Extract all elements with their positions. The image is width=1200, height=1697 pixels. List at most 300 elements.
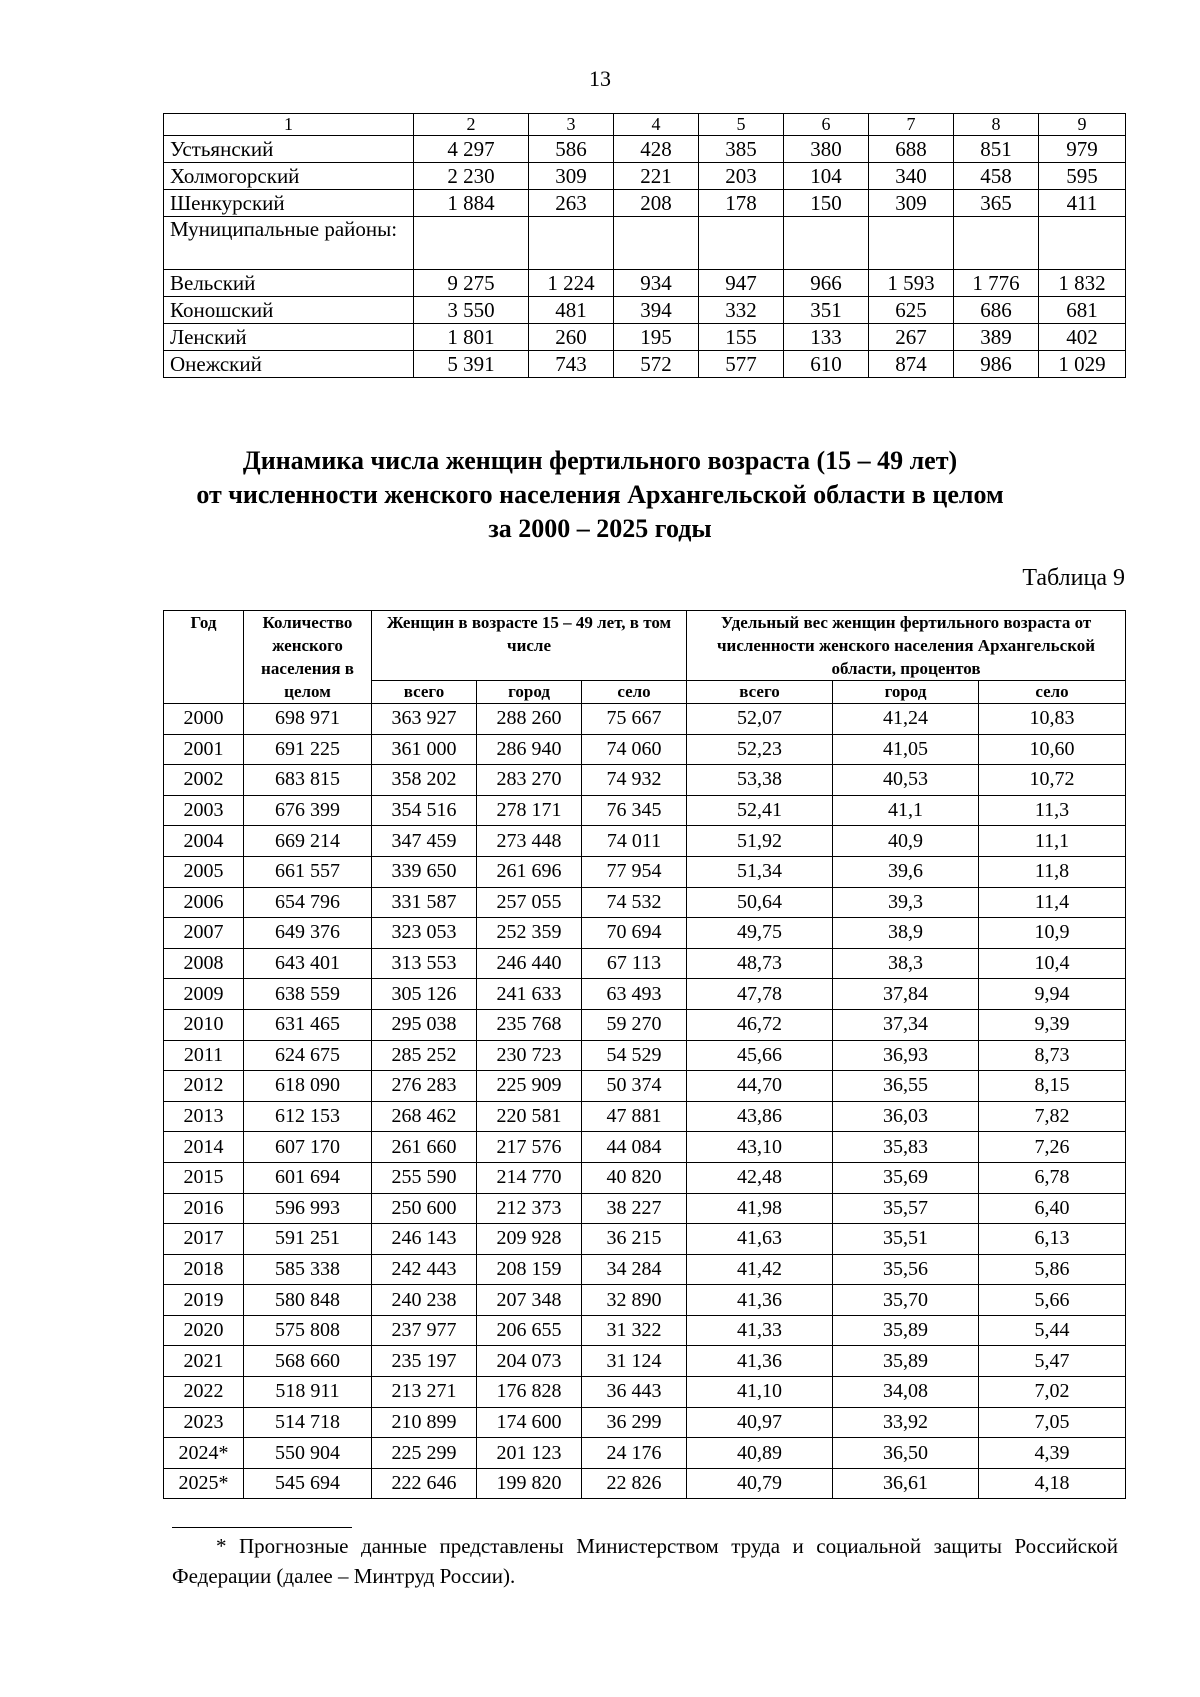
column-number-row: [164, 114, 1126, 136]
women-city-cell: 199 820: [477, 1468, 582, 1499]
district-value: 688: [869, 136, 954, 163]
share-village-cell: 5,47: [979, 1346, 1126, 1377]
district-name: Ленский: [164, 324, 414, 351]
district-value: 947: [699, 270, 784, 297]
district-name: Устьянский: [164, 136, 414, 163]
column-number: 2: [414, 114, 529, 136]
total-female-cell: 676 399: [244, 795, 372, 826]
district-value: [784, 217, 869, 270]
share-city-cell: 37,34: [833, 1009, 979, 1040]
share-total-cell: 43,10: [687, 1132, 833, 1163]
share-total-cell: 52,41: [687, 795, 833, 826]
share-total-cell: 40,79: [687, 1468, 833, 1499]
year-cell: 2013: [164, 1101, 244, 1132]
year-cell: 2006: [164, 887, 244, 918]
share-village-cell: 6,78: [979, 1162, 1126, 1193]
district-value: 411: [1039, 190, 1126, 217]
share-city-cell: 37,84: [833, 979, 979, 1010]
share-total-cell: 41,63: [687, 1224, 833, 1255]
women-city-cell: 246 440: [477, 948, 582, 979]
women-total-cell: 237 977: [372, 1315, 477, 1346]
fertile-women-table: [163, 610, 1126, 1499]
district-value: 1 884: [414, 190, 529, 217]
women-total-cell: 331 587: [372, 887, 477, 918]
share-total-cell: 52,23: [687, 734, 833, 765]
district-value: 155: [699, 324, 784, 351]
district-value: 178: [699, 190, 784, 217]
year-row: [164, 1346, 1126, 1377]
footnote-divider: [172, 1527, 352, 1528]
year-cell: 2000: [164, 704, 244, 735]
year-cell: 2014: [164, 1132, 244, 1163]
year-row: [164, 1254, 1126, 1285]
year-cell: 2001: [164, 734, 244, 765]
women-city-cell: 288 260: [477, 704, 582, 735]
district-name: Муниципальные районы:: [164, 217, 414, 270]
year-cell: 2003: [164, 795, 244, 826]
year-row: [164, 856, 1126, 887]
women-city-cell: 230 723: [477, 1040, 582, 1071]
women-total-cell: 323 053: [372, 918, 477, 949]
share-city-cell: 39,3: [833, 887, 979, 918]
year-row: [164, 948, 1126, 979]
district-name: Холмогорский: [164, 163, 414, 190]
table-label: Таблица 9: [1022, 565, 1125, 591]
district-value: 365: [954, 190, 1039, 217]
year-cell: 2022: [164, 1377, 244, 1408]
district-value: 394: [614, 297, 699, 324]
total-female-cell: 643 401: [244, 948, 372, 979]
district-value: [1039, 217, 1126, 270]
year-row: [164, 765, 1126, 796]
women-total-cell: 222 646: [372, 1468, 477, 1499]
women-city-cell: 241 633: [477, 979, 582, 1010]
share-village-cell: 5,44: [979, 1315, 1126, 1346]
footnote: * Прогнозные данные представлены Министерством труда и социальной защиты Российской Федерации (далее – Минтруд России).: [172, 1534, 1118, 1588]
page-number: 13: [589, 66, 611, 91]
women-city-cell: 209 928: [477, 1224, 582, 1255]
share-city-cell: 36,03: [833, 1101, 979, 1132]
district-value: 979: [1039, 136, 1126, 163]
women-city-cell: 261 696: [477, 856, 582, 887]
share-city-cell: 35,69: [833, 1162, 979, 1193]
share-total-cell: 40,97: [687, 1407, 833, 1438]
women-total-cell: 339 650: [372, 856, 477, 887]
district-value: [529, 217, 614, 270]
year-cell: 2011: [164, 1040, 244, 1071]
year-row: [164, 918, 1126, 949]
total-female-cell: 545 694: [244, 1468, 372, 1499]
women-city-cell: 252 359: [477, 918, 582, 949]
district-name: Коношский: [164, 297, 414, 324]
district-value: 1 029: [1039, 351, 1126, 378]
share-village-cell: 6,13: [979, 1224, 1126, 1255]
women-total-cell: 261 660: [372, 1132, 477, 1163]
women-total-cell: 210 899: [372, 1407, 477, 1438]
district-value: 986: [954, 351, 1039, 378]
header-total-female: Количество женского населения в целом: [244, 611, 372, 704]
share-city-cell: 35,89: [833, 1346, 979, 1377]
share-total-cell: 52,07: [687, 704, 833, 735]
share-total-cell: 50,64: [687, 887, 833, 918]
header-women-total: всего: [372, 681, 477, 704]
district-value: [954, 217, 1039, 270]
district-value: 340: [869, 163, 954, 190]
share-city-cell: 41,05: [833, 734, 979, 765]
women-village-cell: 32 890: [582, 1285, 687, 1316]
year-row: [164, 1162, 1126, 1193]
share-city-cell: 35,83: [833, 1132, 979, 1163]
total-female-cell: 669 214: [244, 826, 372, 857]
district-value: 1 832: [1039, 270, 1126, 297]
title-line-1: Динамика числа женщин фертильного возраста (15 – 49 лет): [242, 446, 958, 475]
year-row: [164, 1101, 1126, 1132]
total-female-cell: 631 465: [244, 1009, 372, 1040]
women-city-cell: 176 828: [477, 1377, 582, 1408]
share-city-cell: 38,9: [833, 918, 979, 949]
district-name: Вельский: [164, 270, 414, 297]
share-village-cell: 7,26: [979, 1132, 1126, 1163]
women-total-cell: 240 238: [372, 1285, 477, 1316]
share-total-cell: 45,66: [687, 1040, 833, 1071]
year-cell: 2019: [164, 1285, 244, 1316]
women-city-cell: 278 171: [477, 795, 582, 826]
share-total-cell: 41,33: [687, 1315, 833, 1346]
district-row: [164, 324, 1126, 351]
total-female-cell: 624 675: [244, 1040, 372, 1071]
women-village-cell: 36 443: [582, 1377, 687, 1408]
share-total-cell: 48,73: [687, 948, 833, 979]
total-female-cell: 607 170: [244, 1132, 372, 1163]
district-value: 428: [614, 136, 699, 163]
share-village-cell: 10,9: [979, 918, 1126, 949]
total-female-cell: 580 848: [244, 1285, 372, 1316]
district-row: [164, 163, 1126, 190]
year-row: [164, 1071, 1126, 1102]
share-total-cell: 44,70: [687, 1071, 833, 1102]
share-total-cell: 49,75: [687, 918, 833, 949]
women-total-cell: 295 038: [372, 1009, 477, 1040]
women-total-cell: 305 126: [372, 979, 477, 1010]
total-female-cell: 550 904: [244, 1438, 372, 1469]
column-number: 9: [1039, 114, 1126, 136]
district-value: 595: [1039, 163, 1126, 190]
women-city-cell: 225 909: [477, 1071, 582, 1102]
district-value: 402: [1039, 324, 1126, 351]
women-village-cell: 67 113: [582, 948, 687, 979]
year-cell: 2025*: [164, 1468, 244, 1499]
district-value: [414, 217, 529, 270]
share-total-cell: 47,78: [687, 979, 833, 1010]
year-row: [164, 979, 1126, 1010]
total-female-cell: 698 971: [244, 704, 372, 735]
share-city-cell: 40,9: [833, 826, 979, 857]
share-city-cell: 35,89: [833, 1315, 979, 1346]
district-row: [164, 270, 1126, 297]
women-city-cell: 217 576: [477, 1132, 582, 1163]
district-value: 934: [614, 270, 699, 297]
total-female-cell: 638 559: [244, 979, 372, 1010]
women-total-cell: 268 462: [372, 1101, 477, 1132]
year-cell: 2017: [164, 1224, 244, 1255]
women-village-cell: 38 227: [582, 1193, 687, 1224]
share-village-cell: 4,18: [979, 1468, 1126, 1499]
share-village-cell: 8,15: [979, 1071, 1126, 1102]
share-village-cell: 10,4: [979, 948, 1126, 979]
share-total-cell: 51,92: [687, 826, 833, 857]
women-village-cell: 22 826: [582, 1468, 687, 1499]
women-village-cell: 44 084: [582, 1132, 687, 1163]
total-female-cell: 591 251: [244, 1224, 372, 1255]
title-line-2: от численности женского населения Архангельской области в целом: [196, 480, 1004, 509]
women-total-cell: 313 553: [372, 948, 477, 979]
total-female-cell: 618 090: [244, 1071, 372, 1102]
share-total-cell: 41,36: [687, 1285, 833, 1316]
year-row: [164, 826, 1126, 857]
year-cell: 2005: [164, 856, 244, 887]
year-row: [164, 1132, 1126, 1163]
women-village-cell: 24 176: [582, 1438, 687, 1469]
share-city-cell: 35,57: [833, 1193, 979, 1224]
year-row: [164, 1285, 1126, 1316]
share-village-cell: 10,83: [979, 704, 1126, 735]
district-value: 874: [869, 351, 954, 378]
district-value: 389: [954, 324, 1039, 351]
year-cell: 2020: [164, 1315, 244, 1346]
year-row: [164, 1009, 1126, 1040]
district-value: 4 297: [414, 136, 529, 163]
header-share-city: город: [833, 681, 979, 704]
women-city-cell: 235 768: [477, 1009, 582, 1040]
column-number: 4: [614, 114, 699, 136]
table-title: [0, 444, 1200, 546]
women-village-cell: 76 345: [582, 795, 687, 826]
district-value: 625: [869, 297, 954, 324]
column-number: 1: [164, 114, 414, 136]
district-value: 380: [784, 136, 869, 163]
women-city-cell: 212 373: [477, 1193, 582, 1224]
total-female-cell: 518 911: [244, 1377, 372, 1408]
district-value: 2 230: [414, 163, 529, 190]
share-city-cell: 38,3: [833, 948, 979, 979]
header-share-group: Удельный вес женщин фертильного возраста от численности женского населения Архангельской области, процентов: [687, 611, 1126, 681]
district-value: 572: [614, 351, 699, 378]
women-total-cell: 276 283: [372, 1071, 477, 1102]
district-value: 458: [954, 163, 1039, 190]
district-value: 1 224: [529, 270, 614, 297]
header-share-village: село: [979, 681, 1126, 704]
share-total-cell: 42,48: [687, 1162, 833, 1193]
share-village-cell: 6,40: [979, 1193, 1126, 1224]
district-value: 104: [784, 163, 869, 190]
women-city-cell: 174 600: [477, 1407, 582, 1438]
district-continuation-table: [163, 113, 1126, 378]
women-total-cell: 225 299: [372, 1438, 477, 1469]
year-cell: 2002: [164, 765, 244, 796]
women-total-cell: 361 000: [372, 734, 477, 765]
share-village-cell: 5,86: [979, 1254, 1126, 1285]
women-total-cell: 242 443: [372, 1254, 477, 1285]
share-village-cell: 11,8: [979, 856, 1126, 887]
share-village-cell: 7,82: [979, 1101, 1126, 1132]
share-city-cell: 36,55: [833, 1071, 979, 1102]
share-total-cell: 40,89: [687, 1438, 833, 1469]
header-women-city: город: [477, 681, 582, 704]
women-city-cell: 273 448: [477, 826, 582, 857]
column-number: 5: [699, 114, 784, 136]
year-cell: 2010: [164, 1009, 244, 1040]
total-female-cell: 683 815: [244, 765, 372, 796]
district-value: [699, 217, 784, 270]
district-value: [869, 217, 954, 270]
share-village-cell: 11,3: [979, 795, 1126, 826]
women-village-cell: 63 493: [582, 979, 687, 1010]
district-name: Онежский: [164, 351, 414, 378]
district-value: 577: [699, 351, 784, 378]
women-village-cell: 77 954: [582, 856, 687, 887]
women-village-cell: 47 881: [582, 1101, 687, 1132]
district-value: 208: [614, 190, 699, 217]
district-value: 610: [784, 351, 869, 378]
district-row: [164, 297, 1126, 324]
women-village-cell: 75 667: [582, 704, 687, 735]
district-value: 332: [699, 297, 784, 324]
women-city-cell: 208 159: [477, 1254, 582, 1285]
column-number: 7: [869, 114, 954, 136]
women-village-cell: 34 284: [582, 1254, 687, 1285]
women-city-cell: 206 655: [477, 1315, 582, 1346]
women-village-cell: 74 532: [582, 887, 687, 918]
share-village-cell: 7,05: [979, 1407, 1126, 1438]
total-female-cell: 575 808: [244, 1315, 372, 1346]
share-village-cell: 5,66: [979, 1285, 1126, 1316]
column-number: 8: [954, 114, 1039, 136]
district-value: 586: [529, 136, 614, 163]
share-village-cell: 11,4: [979, 887, 1126, 918]
share-total-cell: 41,98: [687, 1193, 833, 1224]
total-female-cell: 601 694: [244, 1162, 372, 1193]
women-city-cell: 286 940: [477, 734, 582, 765]
year-cell: 2023: [164, 1407, 244, 1438]
year-cell: 2016: [164, 1193, 244, 1224]
share-city-cell: 33,92: [833, 1407, 979, 1438]
share-total-cell: 53,38: [687, 765, 833, 796]
share-total-cell: 41,42: [687, 1254, 833, 1285]
women-total-cell: 255 590: [372, 1162, 477, 1193]
total-female-cell: 691 225: [244, 734, 372, 765]
share-village-cell: 9,39: [979, 1009, 1126, 1040]
share-city-cell: 36,61: [833, 1468, 979, 1499]
women-village-cell: 74 060: [582, 734, 687, 765]
women-city-cell: 201 123: [477, 1438, 582, 1469]
district-value: 1 801: [414, 324, 529, 351]
year-row: [164, 1040, 1126, 1071]
share-city-cell: 34,08: [833, 1377, 979, 1408]
share-village-cell: 4,39: [979, 1438, 1126, 1469]
women-total-cell: 213 271: [372, 1377, 477, 1408]
women-total-cell: 363 927: [372, 704, 477, 735]
share-city-cell: 41,1: [833, 795, 979, 826]
fertile-women-table-body: [164, 704, 1126, 1499]
district-value: 5 391: [414, 351, 529, 378]
share-total-cell: 46,72: [687, 1009, 833, 1040]
district-row: [164, 190, 1126, 217]
share-city-cell: 35,51: [833, 1224, 979, 1255]
district-table-body: [164, 114, 1126, 378]
column-number: 3: [529, 114, 614, 136]
district-value: 309: [529, 163, 614, 190]
women-total-cell: 235 197: [372, 1346, 477, 1377]
header-year: Год: [164, 611, 244, 704]
women-city-cell: 220 581: [477, 1101, 582, 1132]
district-value: 1 776: [954, 270, 1039, 297]
header-women-group: Женщин в возрасте 15 – 49 лет, в том числе: [372, 611, 687, 681]
district-name: Шенкурский: [164, 190, 414, 217]
column-number: 6: [784, 114, 869, 136]
women-village-cell: 50 374: [582, 1071, 687, 1102]
year-row: [164, 1377, 1126, 1408]
women-village-cell: 31 322: [582, 1315, 687, 1346]
district-value: 3 550: [414, 297, 529, 324]
share-total-cell: 51,34: [687, 856, 833, 887]
year-cell: 2012: [164, 1071, 244, 1102]
district-value: [614, 217, 699, 270]
year-cell: 2018: [164, 1254, 244, 1285]
district-value: 681: [1039, 297, 1126, 324]
total-female-cell: 612 153: [244, 1101, 372, 1132]
women-city-cell: 204 073: [477, 1346, 582, 1377]
total-female-cell: 585 338: [244, 1254, 372, 1285]
district-value: 686: [954, 297, 1039, 324]
year-cell: 2021: [164, 1346, 244, 1377]
women-village-cell: 70 694: [582, 918, 687, 949]
women-village-cell: 59 270: [582, 1009, 687, 1040]
header-women-village: село: [582, 681, 687, 704]
year-cell: 2009: [164, 979, 244, 1010]
women-total-cell: 354 516: [372, 795, 477, 826]
year-row: [164, 734, 1126, 765]
women-village-cell: 31 124: [582, 1346, 687, 1377]
district-row: [164, 351, 1126, 378]
share-total-cell: 41,10: [687, 1377, 833, 1408]
women-village-cell: 74 011: [582, 826, 687, 857]
women-village-cell: 36 299: [582, 1407, 687, 1438]
district-value: 9 275: [414, 270, 529, 297]
year-cell: 2024*: [164, 1438, 244, 1469]
year-row: [164, 1407, 1126, 1438]
year-row: [164, 1224, 1126, 1255]
district-value: 966: [784, 270, 869, 297]
year-row: [164, 887, 1126, 918]
total-female-cell: 654 796: [244, 887, 372, 918]
year-row: [164, 1438, 1126, 1469]
share-village-cell: 9,94: [979, 979, 1126, 1010]
year-row: [164, 795, 1126, 826]
women-total-cell: 285 252: [372, 1040, 477, 1071]
women-village-cell: 74 932: [582, 765, 687, 796]
women-total-cell: 358 202: [372, 765, 477, 796]
share-village-cell: 10,72: [979, 765, 1126, 796]
share-city-cell: 35,70: [833, 1285, 979, 1316]
share-total-cell: 41,36: [687, 1346, 833, 1377]
district-value: 263: [529, 190, 614, 217]
year-row: [164, 704, 1126, 735]
total-female-cell: 649 376: [244, 918, 372, 949]
women-village-cell: 40 820: [582, 1162, 687, 1193]
title-line-3: за 2000 – 2025 годы: [488, 514, 712, 543]
year-row: [164, 1468, 1126, 1499]
share-village-cell: 11,1: [979, 826, 1126, 857]
